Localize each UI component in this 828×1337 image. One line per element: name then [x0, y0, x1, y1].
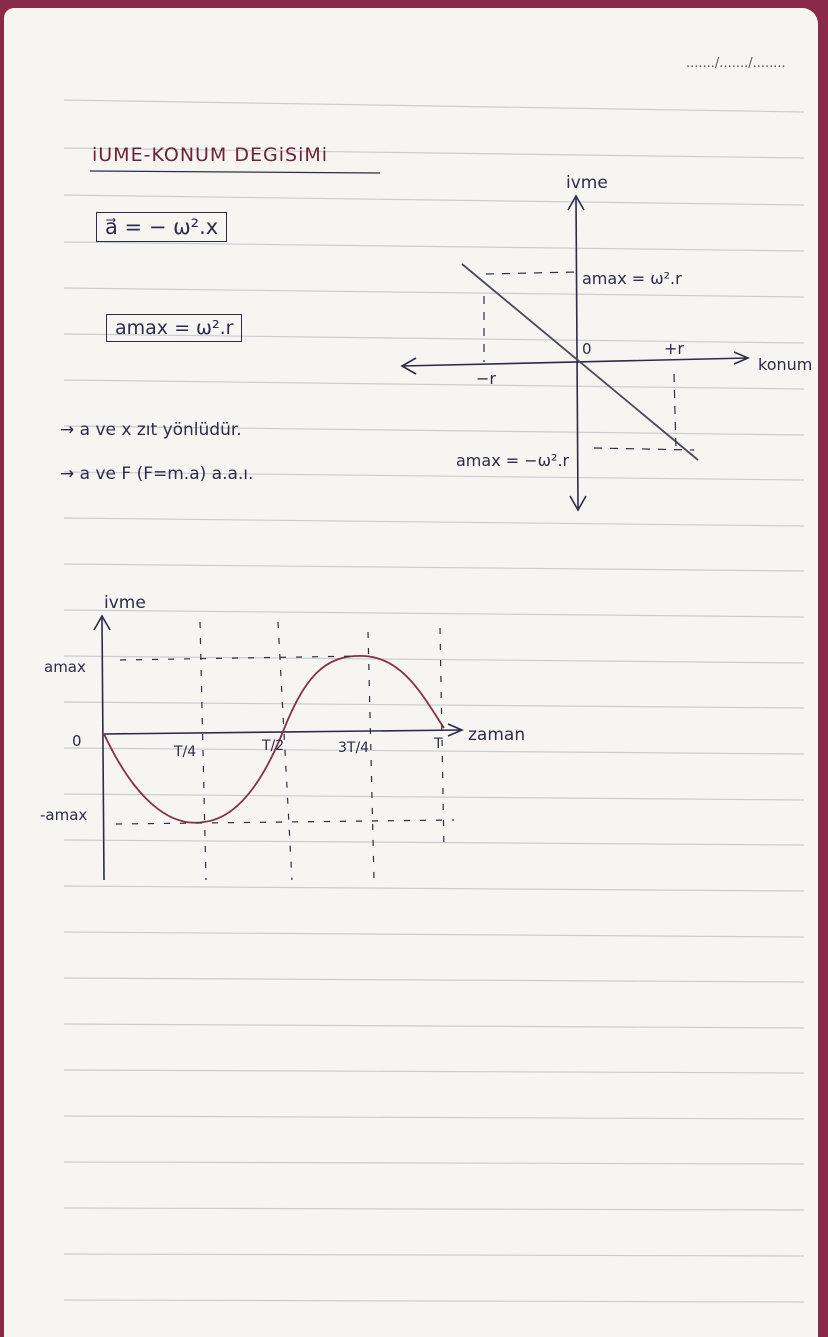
note-line-1: → a ve x zıt yönlüdür.	[60, 420, 242, 440]
x-axis-label: konum	[758, 355, 813, 374]
y-axis	[576, 198, 578, 508]
time-x-axis-label: zaman	[468, 725, 526, 745]
neg-amax-level-guide	[116, 820, 454, 824]
acceleration-time-graph	[24, 588, 564, 888]
tick-t-half: T/2	[262, 738, 285, 754]
title-underline	[90, 168, 390, 176]
pos-r-label: +r	[664, 339, 684, 358]
y-axis-label: ivme	[566, 173, 608, 193]
formula-amax-box	[106, 314, 242, 342]
origin-label: 0	[582, 340, 592, 358]
time-y-axis	[102, 618, 104, 880]
linear-relation-line	[462, 264, 698, 460]
notebook-page	[4, 8, 818, 1337]
t-quarter-guide	[200, 622, 206, 880]
amax-label: amax = ω².r	[582, 269, 682, 288]
t-three-quarter-guide	[368, 632, 374, 880]
tick-amax: amax	[44, 658, 86, 676]
tick-t-quarter: T/4	[174, 744, 197, 760]
amax-guide	[486, 272, 576, 274]
x-axis	[402, 358, 748, 366]
page-title: iUME-KONUM DEGiSiMi	[92, 144, 329, 166]
tick-t-three-quarter: 3T/4	[338, 740, 370, 756]
tick-neg-amax: -amax	[40, 806, 88, 824]
acceleration-position-graph	[394, 158, 818, 518]
neg-amax-guide	[594, 448, 694, 450]
pos-r-guide	[674, 374, 676, 450]
neg-r-label: −r	[476, 369, 496, 388]
tick-t-full: T	[434, 736, 443, 752]
formula-acceleration-box	[96, 212, 227, 242]
formula-amax: amax = ω².r	[115, 317, 234, 339]
date-placeholder: ......./......./........	[686, 56, 786, 71]
neg-amax-label: amax = −ω².r	[456, 451, 570, 470]
formula-acceleration: a⃗ = − ω².x	[105, 215, 219, 239]
time-y-axis-label: ivme	[104, 593, 146, 613]
amax-level-guide	[120, 656, 360, 660]
tick-zero: 0	[72, 732, 82, 750]
note-line-2: → a ve F (F=m.a) a.a.ı.	[60, 464, 254, 484]
